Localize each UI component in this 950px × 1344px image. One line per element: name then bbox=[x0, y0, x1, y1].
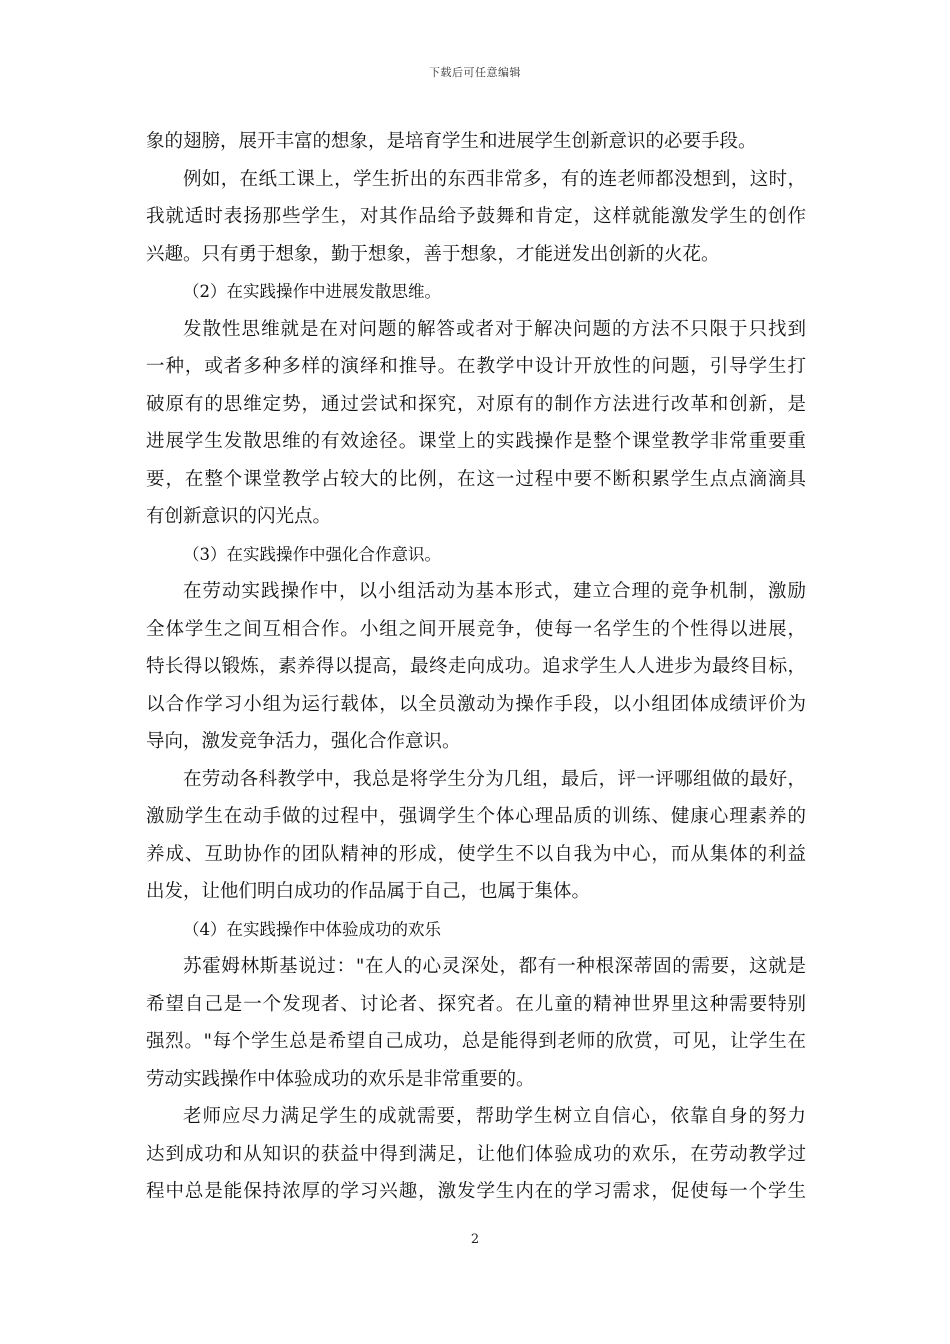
text-line: 希望自己是一个发现者、讨论者、探究者。在儿童的精神世界里这种需要特别 bbox=[146, 993, 806, 1015]
text-line: 进展学生发散思维的有效途径。课堂上的实践操作是整个课堂教学非常重要重 bbox=[146, 431, 806, 452]
page-header: 下载后可任意编辑 bbox=[429, 66, 521, 79]
text-line: 以合作学习小组为运行载体，以全员激动为操作手段，以小组团体成绩评价为 bbox=[146, 693, 806, 715]
text-line: 苏霍姆林斯基说过："在人的心灵深处，都有一种根深蒂固的需要，这就是 bbox=[183, 956, 806, 977]
text-line: 老师应尽力满足学生的成就需要，帮助学生树立自信心，依靠自身的努力 bbox=[183, 1106, 806, 1127]
text-line: 导向，激发竞争活力，强化合作意识。 bbox=[146, 731, 461, 752]
text-line: 出发，让他们明白成功的作品属于自己，也属于集体。 bbox=[146, 881, 591, 902]
text-line: 我就适时表扬那些学生，对其作品给予鼓舞和肯定，这样就能激发学生的创作 bbox=[146, 206, 806, 227]
text-line: 全体学生之间互相合作。小组之间开展竞争，使每一名学生的个性得以进展， bbox=[146, 618, 806, 640]
text-line: 例如，在纸工课上，学生折出的东西非常多，有的连老师都没想到，这时， bbox=[183, 168, 806, 190]
text-line: 兴趣。只有勇于想象，勤于想象，善于想象，才能迸发出创新的火花。 bbox=[146, 243, 720, 265]
section-heading: （2）在实践操作中进展发散思维。 bbox=[183, 282, 441, 301]
text-line: 达到成功和从知识的获益中得到满足，让他们体验成功的欢乐，在劳动教学过 bbox=[146, 1143, 806, 1165]
text-line: 在劳动实践操作中，以小组活动为基本形式，建立合理的竞争机制，激励 bbox=[183, 581, 806, 602]
text-line: 程中总是能保持浓厚的学习兴趣，激发学生内在的学习需求，促使每一个学生 bbox=[146, 1181, 806, 1202]
section-heading: （3）在实践操作中强化合作意识。 bbox=[183, 544, 441, 564]
text-line: 破原有的思维定势，通过尝试和探究，对原有的制作方法进行改革和创新，是 bbox=[146, 393, 806, 415]
document-body bbox=[146, 123, 806, 1211]
text-line: 要，在整个课堂教学占较大的比例，在这一过程中要不断积累学生点点滴滴具 bbox=[146, 468, 806, 490]
text-line: 有创新意识的闪光点。 bbox=[146, 506, 332, 527]
text-line: 强烈。"每个学生总是希望自己成功，总是能得到老师的欣赏，可见，让学生在 bbox=[146, 1031, 806, 1052]
text-line: 养成、互助协作的团队精神的形成，使学生不以自我为中心，而从集体的利益 bbox=[146, 843, 806, 865]
text-line: 激励学生在动手做的过程中，强调学生个体心理品质的训练、健康心理素养的 bbox=[146, 806, 806, 827]
text-line: 发散性思维就是在对问题的解答或者对于解决问题的方法不只限于只找到 bbox=[183, 318, 806, 340]
text-line: 一种，或者多种多样的演绎和推导。在教学中设计开放性的问题，引导学生打 bbox=[146, 356, 806, 377]
section-heading: （4）在实践操作中体验成功的欢乐 bbox=[183, 919, 441, 939]
text-line: 特长得以锻炼，素养得以提高，最终走向成功。追求学生人人进步为最终目标， bbox=[146, 656, 806, 677]
text-line: 在劳动各科教学中，我总是将学生分为几组，最后，评一评哪组做的最好， bbox=[183, 768, 806, 790]
text-line: 象的翅膀，展开丰富的想象，是培育学生和进展学生创新意识的必要手段。 bbox=[146, 131, 757, 152]
text-line: 劳动实践操作中体验成功的欢乐是非常重要的。 bbox=[146, 1068, 535, 1090]
page-number: 2 bbox=[470, 1232, 480, 1247]
